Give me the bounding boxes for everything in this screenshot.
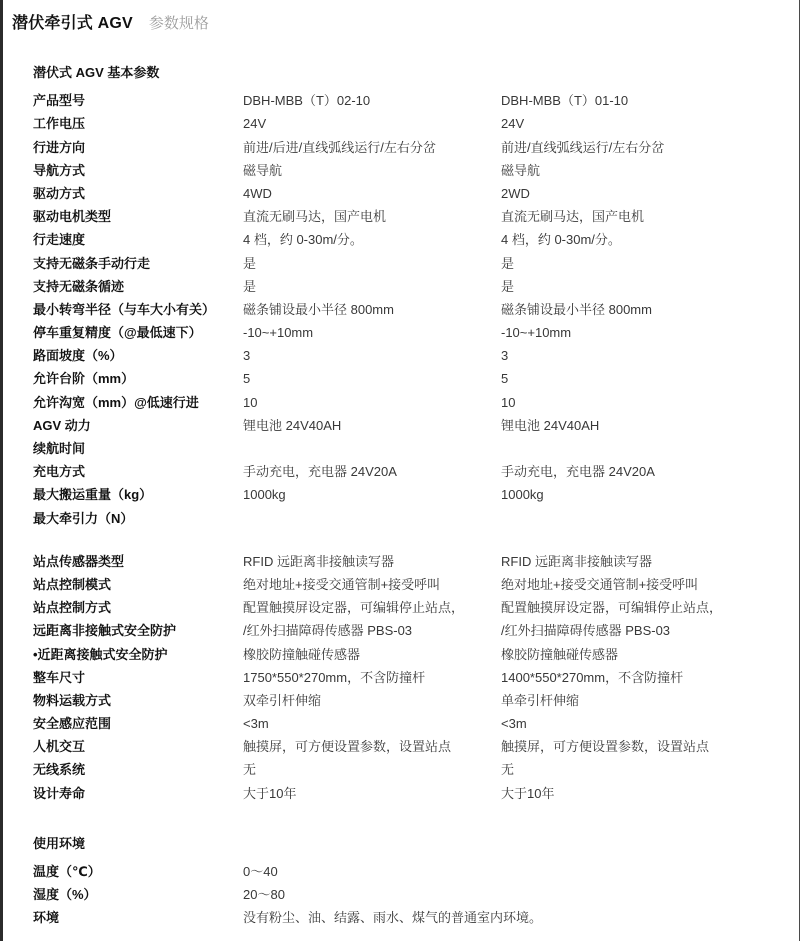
row-value-model-1: 大于10年	[243, 785, 297, 801]
table-row	[33, 883, 799, 906]
table-row	[33, 414, 799, 437]
row-label: 产品型号	[33, 93, 86, 109]
table-row	[33, 860, 799, 883]
table-row	[33, 205, 799, 228]
row-label: 充电方式	[33, 464, 86, 480]
row-value-model-1: 24V	[243, 116, 267, 132]
row-value-model-2: 绝对地址+接受交通管制+接受呼叫	[501, 576, 699, 592]
row-label: 温度（℃）	[33, 864, 101, 879]
row-value-model-1: 是	[243, 278, 257, 294]
table-row	[33, 112, 799, 135]
row-value-model-2: 3	[501, 348, 509, 364]
row-label: 最小转弯半径（与车大小有关）	[33, 301, 216, 317]
row-label: 物料运载方式	[33, 692, 112, 708]
row-label: 行进方向	[33, 139, 86, 155]
table-row	[33, 252, 799, 275]
row-value-model-1: 无	[243, 762, 257, 778]
row-value-model-1: 手动充电，充电器 24V20A	[243, 464, 397, 480]
row-value-model-1: 前进/后进/直线弧线运行/左右分岔	[243, 139, 436, 155]
table-row	[33, 437, 799, 460]
row-value-model-1: 配置触摸屏设定器，可编辑停止站点，	[243, 600, 465, 616]
row-value-model-2: 触摸屏，可方便设置参数，设置站点	[501, 739, 710, 755]
row-label: •近距离接触式安全防护	[33, 646, 168, 662]
row-value-model-2: 单牵引杆伸缩	[501, 692, 580, 708]
row-label: 行走速度	[33, 232, 86, 248]
row-value-model-1: /红外扫描障碍传感器 PBS-03	[243, 623, 413, 639]
row-value-model-1: 0～40	[243, 864, 278, 879]
table-row	[33, 666, 799, 689]
row-value-model-1: 绝对地址+接受交通管制+接受呼叫	[243, 576, 441, 592]
table-row	[33, 344, 799, 367]
spec-section	[33, 61, 799, 530]
row-label: 站点控制模式	[33, 576, 112, 592]
table-row	[33, 298, 799, 321]
spec-section	[33, 550, 799, 805]
row-value-model-2: 24V	[501, 116, 525, 132]
row-label: 环境	[33, 910, 60, 926]
row-value-model-1	[243, 507, 501, 530]
table-row	[33, 89, 799, 112]
row-label: 站点控制方式	[33, 600, 112, 616]
row-value-model-2: DBH-MBB（T）01-10	[501, 93, 629, 109]
row-label: 允许台阶（mm）	[33, 371, 135, 387]
row-label: 远距离非接触式安全防护	[33, 623, 177, 639]
row-label: 站点传感器类型	[33, 553, 125, 569]
row-label: 无线系统	[33, 762, 86, 778]
row-value-model-2: 锂电池 24V40AH	[501, 417, 600, 433]
row-value-model-2: 是	[501, 278, 515, 294]
row-value-model-2: 前进/直线弧线运行/左右分岔	[501, 139, 665, 155]
row-value-model-1: 20～80	[243, 887, 285, 903]
row-value-model-1: 4WD	[243, 185, 272, 201]
row-value-model-2: 5	[501, 371, 509, 387]
row-label: 最大牵引力（N）	[33, 510, 134, 526]
row-value-model-2: 大于10年	[501, 785, 555, 801]
row-label: 工作电压	[33, 116, 86, 132]
row-label: 驱动电机类型	[33, 209, 112, 225]
row-label: 支持无磁条循迹	[33, 278, 125, 294]
row-label: 整车尺寸	[33, 669, 86, 685]
row-value-model-2: 2WD	[501, 185, 530, 201]
row-label: 最大搬运重量（kg）	[33, 487, 153, 503]
spec-section	[33, 832, 799, 930]
row-value-model-2: 1000kg	[501, 487, 544, 503]
table-row	[33, 460, 799, 483]
row-value-model-1: 磁导航	[243, 162, 283, 178]
table-row	[33, 643, 799, 666]
row-label: 续航时间	[33, 441, 86, 456]
table-row	[33, 735, 799, 758]
row-label: 导航方式	[33, 162, 86, 178]
row-label: 安全感应范围	[33, 716, 112, 732]
page-title: 潜伏牵引式 AGV	[12, 15, 133, 32]
row-value-model-2: RFID 远距离非接触读写器	[501, 553, 652, 569]
row-value-model-1: RFID 远距离非接触读写器	[243, 553, 394, 569]
table-row	[33, 689, 799, 712]
row-value-model-1: 触摸屏，可方便设置参数，设置站点	[243, 739, 452, 755]
row-value-model-1: 1750*550*270mm，不含防撞杆	[243, 669, 426, 685]
row-label: 支持无磁条手动行走	[33, 255, 151, 271]
row-value-model-1: 3	[243, 348, 251, 364]
row-value-model-2: <3m	[501, 716, 527, 732]
row-value-model-1: 4 档，约 0-30m/分。	[243, 232, 363, 248]
row-value-model-1: 5	[243, 371, 251, 387]
row-value-model-2: -10~+10mm	[501, 325, 572, 341]
page-header	[3, 0, 799, 30]
spec-table	[3, 30, 799, 930]
table-row	[33, 906, 799, 929]
table-row	[33, 228, 799, 251]
row-value-model-2: 10	[501, 394, 516, 410]
row-value-model-1: -10~+10mm	[243, 325, 314, 341]
row-value-model-2: 手动充电，充电器 24V20A	[501, 464, 655, 480]
table-row	[33, 596, 799, 619]
row-value-model-1: 没有粉尘、油、结露、雨水、煤气的普通室内环境。	[243, 910, 543, 926]
table-row	[33, 507, 799, 530]
table-row	[33, 275, 799, 298]
row-value-model-1: 1000kg	[243, 487, 286, 503]
row-value-model-2: 配置触摸屏设定器，可编辑停止站点，	[501, 600, 723, 616]
row-value-model-2: 是	[501, 255, 515, 271]
page-subtitle: 参数规格	[148, 15, 209, 32]
table-row	[33, 483, 799, 506]
row-value-model-2: 4 档，约 0-30m/分。	[501, 232, 621, 248]
table-row	[33, 782, 799, 805]
row-value-model-1: <3m	[243, 716, 269, 732]
row-label: 允许沟宽（mm）@低速行进	[33, 394, 199, 410]
row-value-model-1: 10	[243, 394, 258, 410]
row-value-model-1: 双牵引杆伸缩	[243, 692, 322, 708]
row-value-model-1: 锂电池 24V40AH	[243, 417, 342, 433]
row-label: 人机交互	[33, 739, 86, 755]
table-row	[33, 367, 799, 390]
row-value-model-2: 1400*550*270mm，不含防撞杆	[501, 669, 684, 685]
row-value-model-1: 是	[243, 255, 257, 271]
row-value-model-1: DBH-MBB（T）02-10	[243, 93, 371, 109]
table-row	[33, 619, 799, 642]
row-label: 设计寿命	[33, 785, 86, 801]
row-label: 停车重复精度（@最低速下）	[33, 325, 202, 341]
row-value-model-1: 磁条铺设最小半径 800mm	[243, 301, 394, 317]
table-row	[33, 391, 799, 414]
table-row	[33, 573, 799, 596]
row-label: 路面坡度（%）	[33, 348, 123, 364]
row-value-model-1	[243, 437, 501, 460]
row-label: 湿度（%）	[33, 887, 97, 903]
row-value-model-1: 直流无刷马达，国产电机	[243, 209, 387, 225]
section-header: 潜伏式 AGV 基本参数	[33, 65, 160, 80]
table-row	[33, 550, 799, 573]
row-value-model-2: 直流无刷马达，国产电机	[501, 209, 645, 225]
table-row	[33, 712, 799, 735]
row-value-model-1: 橡胶防撞触碰传感器	[243, 646, 361, 662]
row-label: AGV 动力	[33, 417, 91, 433]
row-value-model-2: 无	[501, 762, 515, 778]
row-label: 驱动方式	[33, 185, 86, 201]
table-row	[33, 182, 799, 205]
row-value-model-2: 橡胶防撞触碰传感器	[501, 646, 619, 662]
table-row	[33, 159, 799, 182]
section-header: 使用环境	[33, 835, 86, 851]
row-value-model-2: 磁条铺设最小半径 800mm	[501, 301, 652, 317]
table-row	[33, 136, 799, 159]
row-value-model-2: 磁导航	[501, 162, 541, 178]
table-row	[33, 321, 799, 344]
table-row	[33, 758, 799, 781]
row-value-model-2: /红外扫描障碍传感器 PBS-03	[501, 623, 671, 639]
